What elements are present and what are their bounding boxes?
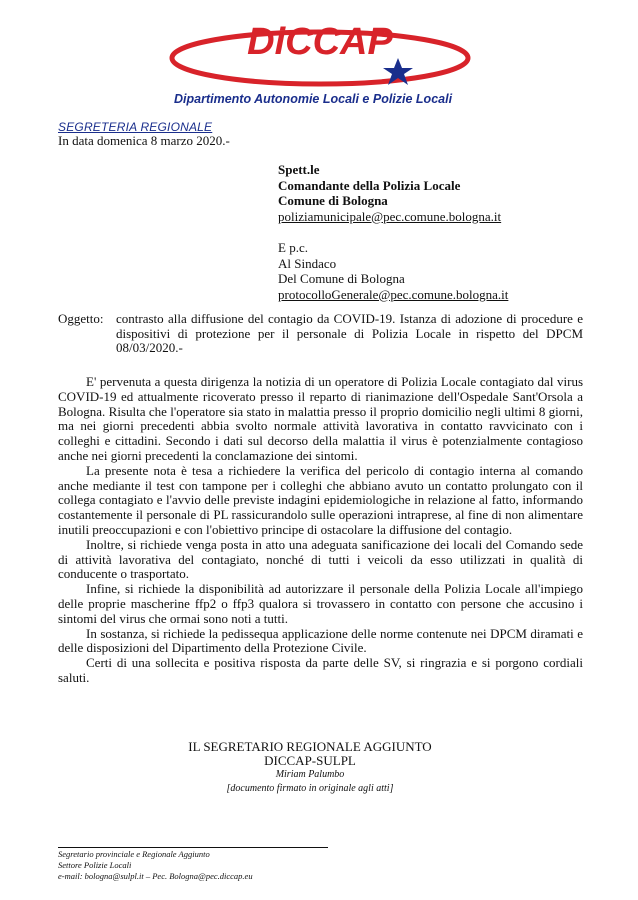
signature-title: IL SEGRETARIO REGIONALE AGGIUNTO [188, 739, 432, 754]
logo-subtitle: Dipartimento Autonomie Locali e Polizie Locali [174, 92, 453, 106]
body-paragraph: Inoltre, si richiede venga posta in atto una adeguata sanificazione dei locali del Comando sede di attività lavorativa del contagiato, nonché di tutti i veicoli da esso utilizzati in qualità di conducente o trasportato. [58, 536, 583, 582]
diccap-logo [160, 10, 480, 110]
recipient-line2: Comune di Bologna [278, 193, 388, 208]
signature-org: DICCAP-SULPL [264, 753, 356, 768]
subject-label: Oggetto: [58, 311, 104, 326]
signature-block [140, 740, 480, 796]
footer-line1: Segretario provinciale e Regionale Aggiunto [58, 849, 210, 859]
cc-block [278, 240, 508, 302]
letter-body [58, 375, 583, 686]
logo-text: DiCCAP [247, 21, 393, 63]
body-paragraph: La presente nota è tesa a richiedere la verifica del pericolo di contagio interna al comando anche mediante il test con tampone per i colleghi che abbiano avuto un contatto prolungato con il collega contagiato e l'avvio delle previste indagini epidemiologiche in relazione al fatto, informando costantemente il personale di PL rassicurandolo sulle operazioni intraprese, al fine di non alimentare inutili preoccupazioni e con l'obiettivo principe di ostacolare la diffusione del contagio. [58, 462, 583, 537]
recipient-line1: Comandante della Polizia Locale [278, 177, 461, 193]
signature-note: [documento firmato in originale agli atti] [226, 783, 394, 794]
logo-graphic [160, 10, 480, 100]
footer-email[interactable]: e-mail: bologna@sulpl.it – Pec. Bologna@pec.diccap.eu [58, 871, 253, 881]
cc-line2: Del Comune di Bologna [278, 271, 405, 286]
body-paragraph: E' pervenuta a questa dirigenza la notizia di un operatore di Polizia Locale contagiato dal virus COVID-19 ed attualmente ricoverato presso il reparto di rianimazione dell'Ospedale Sant'Orsola a Bologna. Risulta che l'operatore sia stato in malattia presso il proprio domicilio negli ultimi 8 giorni, ma nei giorni precedenti abbia svolto normale attività lavorativa in contatto ravvicinato con i colleghi e cittadini. Secondo i dati sul decorso della malattia il virus è potenzialmente contagioso anche nei giorni precedenti la conclamazione dei sintomi. [58, 374, 583, 463]
signature-name: Miriam Palumbo [275, 769, 345, 780]
letter-date: In data domenica 8 marzo 2020.- [58, 133, 230, 148]
body-paragraph: Infine, si richiede la disponibilità ad autorizzare il personale della Polizia Locale all'impiego delle proprie mascherine ffp2 o ffp3 qualora si trovassero in contatto con persone che accusino i sintomi del virus che ormai sono noti a tutti. [58, 581, 583, 626]
footer-divider [58, 847, 328, 848]
body-paragraph: Certi di una sollecita e positiva risposta da parte delle SV, si ringrazia e si porgono cordiali saluti. [58, 655, 583, 685]
cc-label: E p.c. [278, 240, 308, 255]
footer-line2: Settore Polizie Locali [58, 860, 132, 870]
body-paragraph: In sostanza, si richiede la pedissequa applicazione delle norme contenute nei DPCM diramati e delle disposizioni del Dipartimento della Protezione Civile. [58, 625, 583, 656]
cc-email-link[interactable]: protocolloGenerale@pec.comune.bologna.it [278, 286, 509, 302]
recipient-block [278, 162, 501, 224]
subject-text: contrasto alla diffusione del contagio da COVID-19. Istanza di adozione di procedure e dispositivi di protezione per il personale di Polizia Locale in rispetto del DPCM 08/03/2020.- [116, 311, 583, 355]
recipient-email-link[interactable]: poliziamunicipale@pec.comune.bologna.it [278, 208, 502, 224]
cc-line1: Al Sindaco [278, 255, 337, 271]
footer-block [58, 849, 253, 882]
secretariat-label: SEGRETERIA REGIONALE [58, 120, 213, 134]
subject-block [58, 312, 583, 356]
recipient-salutation: Spett.le [278, 162, 320, 177]
